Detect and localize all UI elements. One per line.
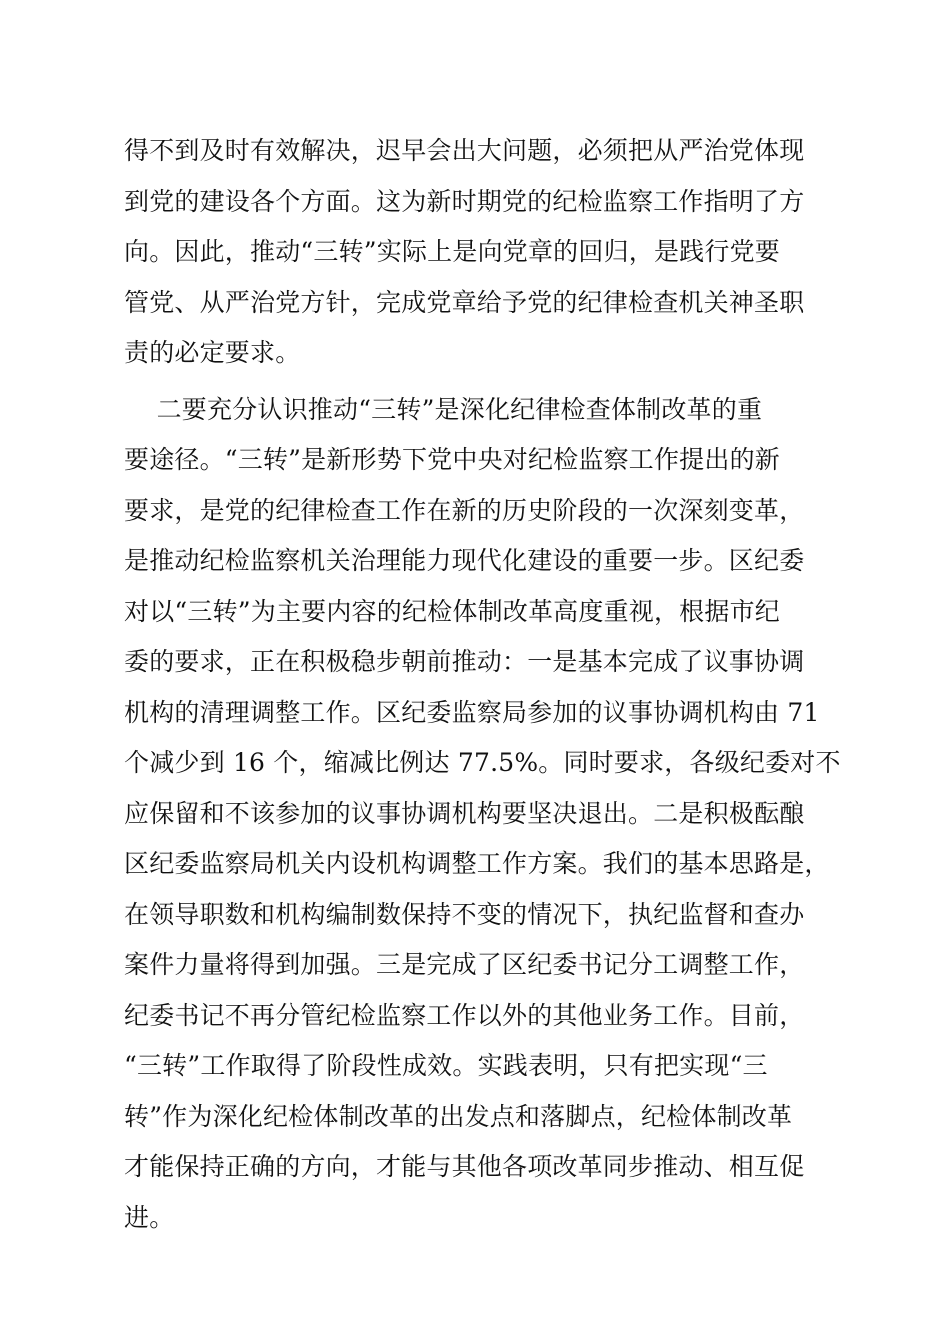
paragraph-2	[124, 385, 844, 1244]
paragraph-1	[124, 126, 844, 379]
text-line: 个减少到 16 个，缩减比例达 77.5%。同时要求，各级纪委对不	[124, 748, 841, 777]
text-line: 才能保持正确的方向，才能与其他各项改革同步推动、相互促	[124, 1152, 805, 1181]
text-line: 区纪委监察局机关内设机构调整工作方案。我们的基本思路是，	[124, 849, 830, 878]
text-line: 管党、从严治党方针，完成党章给予党的纪律检查机关神圣职	[124, 287, 805, 317]
text-line: 要求，是党的纪律检查工作在新的历史阶段的一次深刻变革，	[124, 495, 805, 525]
text-line: 二要充分认识推动“三转”是深化纪律检查体制改革的重	[124, 394, 763, 424]
text-line: 纪委书记不再分管纪检监察工作以外的其他业务工作。目前，	[124, 1000, 805, 1030]
text-line: 向。因此，推动“三转”实际上是向党章的回归，是践行党要	[124, 237, 780, 266]
text-line: 得不到及时有效解决，迟早会出大问题，必须把从严治党体现	[124, 136, 805, 165]
text-line: 转”作为深化纪检体制改革的出发点和落脚点，纪检体制改革	[124, 1101, 793, 1131]
text-line: 进。	[124, 1202, 175, 1232]
text-line: 是推动纪检监察机关治理能力现代化建设的重要一步。区纪委	[124, 546, 805, 575]
text-line: 对以“三转”为主要内容的纪检体制改革高度重视，根据市纪	[124, 596, 780, 626]
body-text	[124, 126, 844, 1243]
text-line: 到党的建设各个方面。这为新时期党的纪检监察工作指明了方	[124, 186, 805, 216]
text-line: 在领导职数和机构编制数保持不变的情况下，执纪监督和查办	[124, 899, 805, 929]
text-line: “三转”工作取得了阶段性成效。实践表明，只有把实现“三	[124, 1051, 768, 1080]
text-line: 应保留和不该参加的议事协调机构要坚决退出。二是积极酝酿	[124, 798, 805, 828]
text-line: 责的必定要求。	[124, 338, 301, 367]
text-line: 机构的清理调整工作。区纪委监察局参加的议事协调机构由 71	[124, 697, 820, 727]
text-line: 要途径。“三转”是新形势下党中央对纪检监察工作提出的新	[124, 445, 780, 474]
text-line: 委的要求，正在积极稳步朝前推动：一是基本完成了议事协调	[124, 647, 805, 676]
text-line: 案件力量将得到加强。三是完成了区纪委书记分工调整工作，	[124, 950, 805, 979]
